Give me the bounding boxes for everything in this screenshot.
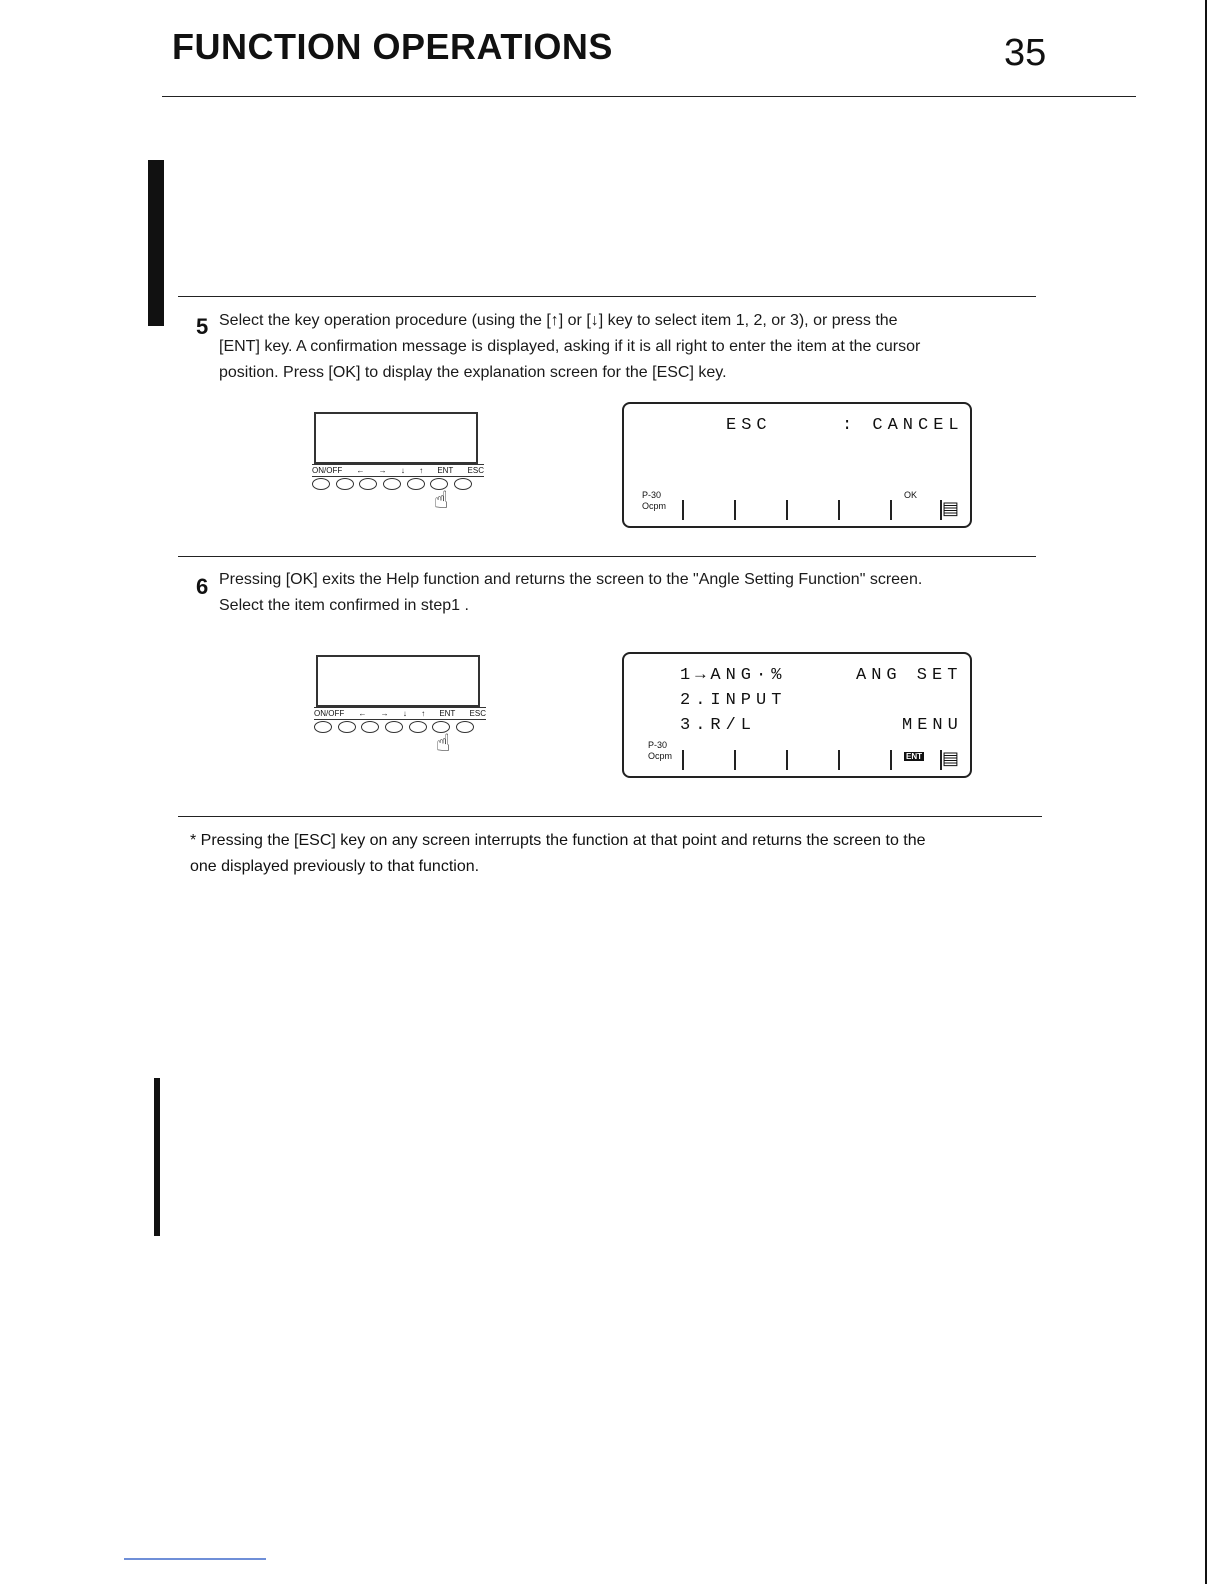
margin-bar-top [148,160,164,326]
key [312,478,330,490]
key-label: ESC [467,466,484,475]
display-line1-right: : CANCEL [842,416,964,435]
display-status-top: P-30 [648,740,668,750]
key [314,721,332,733]
softkey-row [682,500,952,520]
step-instructions [219,567,922,619]
key-label: ↑ [419,466,424,475]
footnote [190,828,926,880]
instruction-line: position. Press [OK] to display the explanation screen for the [ESC] key. [219,364,727,381]
softkey-label: ENT [906,752,922,761]
key [407,478,425,490]
key [359,478,377,490]
right-page-edge [1205,0,1207,1584]
softkey-label: OK [904,490,918,500]
page-number: 35 [1004,32,1047,74]
display-line1-left: ESC [726,416,772,435]
header-rule [162,96,1136,97]
keypad-screen [316,655,480,707]
keypad-screen [314,412,478,464]
key-label: ESC [469,709,486,718]
keypad-key-labels [314,707,486,720]
step-number: 6 [196,574,209,599]
section-rule-3 [178,816,1042,817]
key [385,721,403,733]
key [409,721,427,733]
step-number: 5 [196,314,209,339]
keypad-key-labels [312,464,484,477]
key-label: ↓ [400,466,405,475]
pointing-hand-icon: ☝ [436,730,451,757]
key-label: ON/OFF [312,466,343,475]
key [383,478,401,490]
key-label: ↓ [402,709,407,718]
key-label: → [378,466,387,475]
instruction-line: [ENT] key. A confirmation message is displayed, asking if it is all right to enter the item at the cursor [219,338,921,355]
lcd-display [622,652,972,778]
key [361,721,379,733]
footnote-line: * Pressing the [ESC] key on any screen interrupts the function at that point and returns the screen to the [190,832,926,849]
pointing-hand-icon: ☝ [434,487,449,514]
key-label: ← [358,709,367,718]
step-instructions [219,308,920,386]
lcd-display [622,402,972,528]
page-title: FUNCTION OPERATIONS [172,26,613,67]
key-label: ← [356,466,365,475]
key-label: → [380,709,389,718]
key-label: ENT [437,466,454,475]
display-line2-left: 2.INPUT [680,691,787,710]
key [454,478,472,490]
key [336,478,354,490]
section-rule-2 [178,556,1036,557]
instruction-line: Select the item confirmed in step1 . [219,597,469,614]
memo-icon: ▤ [942,748,960,768]
display-status-bottom: Ocpm [642,501,667,511]
key [338,721,356,733]
key-label: ON/OFF [314,709,345,718]
scan-edge-line [124,1558,266,1560]
key-label: ↑ [421,709,426,718]
display-status-top: P-30 [642,490,662,500]
instruction-line: Select the key operation procedure (using the [↑] or [↓] key to select item 1, 2, or 3), or press the [219,312,898,329]
keypad-illustration [308,402,488,512]
instruction-line: Pressing [OK] exits the Help function and returns the screen to the "Angle Setting Function" screen. [219,571,923,588]
margin-bar-bottom [154,1078,160,1236]
key-label: ENT [439,709,456,718]
display-line3-right: MENU [902,716,963,735]
display-line1-right: ANG SET [856,666,963,685]
section-rule-1 [178,296,1036,297]
display-line1-left: 1→ANG·% [680,666,787,685]
keypad-illustration [310,645,490,755]
display-status-bottom: Ocpm [648,751,673,761]
key [456,721,474,733]
display-line3-left: 3.R/L [680,716,757,735]
footnote-line: one displayed previously to that function. [190,858,480,875]
memo-icon: ▤ [942,498,960,518]
